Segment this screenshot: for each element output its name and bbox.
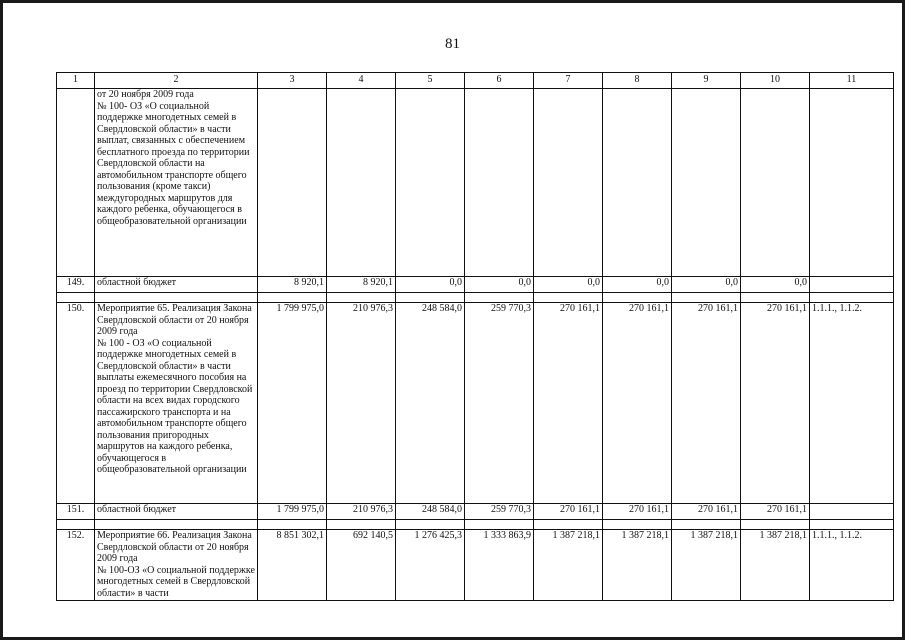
value-cell: 0,0 xyxy=(741,277,810,293)
table-row xyxy=(57,277,894,293)
row-number: 150. xyxy=(57,303,95,504)
column-header: 9 xyxy=(672,73,741,89)
table-row xyxy=(57,303,894,504)
value-cell xyxy=(327,89,396,277)
value-cell: 270 161,1 xyxy=(672,504,741,520)
row-number: 149. xyxy=(57,277,95,293)
column-header: 8 xyxy=(603,73,672,89)
table-row xyxy=(57,89,894,277)
table-header-row xyxy=(57,73,894,89)
column-header: 2 xyxy=(95,73,258,89)
value-cell: 248 584,0 xyxy=(396,504,465,520)
value-cell: 259 770,3 xyxy=(465,504,534,520)
value-cell: 270 161,1 xyxy=(534,303,603,504)
value-cell: 8 920,1 xyxy=(258,277,327,293)
value-cell: 1 387 218,1 xyxy=(603,530,672,601)
value-cell xyxy=(672,89,741,277)
value-cell xyxy=(603,89,672,277)
spacer-row xyxy=(57,293,894,303)
value-cell: 0,0 xyxy=(396,277,465,293)
row-name: от 20 ноября 2009 года № 100- ОЗ «О социальной поддержке многодетных семей в Свердловской области» в части выплат, связанных с обеспечением бесплатного проезда по территории Свердловской области на автомобильном транспорте общего пользования (кроме такси) междугородных маршрутов для каждого ребенка, обучающегося в общеобразовательной организации xyxy=(95,89,258,277)
value-cell: 1 387 218,1 xyxy=(672,530,741,601)
value-cell: 0,0 xyxy=(465,277,534,293)
value-cell: 1 799 975,0 xyxy=(258,504,327,520)
value-cell: 1 333 863,9 xyxy=(465,530,534,601)
value-cell xyxy=(465,89,534,277)
reference-cell xyxy=(810,89,894,277)
scan-border-left xyxy=(0,0,3,640)
value-cell xyxy=(741,89,810,277)
scan-border-top xyxy=(0,0,905,3)
value-cell: 0,0 xyxy=(672,277,741,293)
reference-cell xyxy=(810,277,894,293)
value-cell: 8 920,1 xyxy=(327,277,396,293)
value-cell: 210 976,3 xyxy=(327,504,396,520)
value-cell: 270 161,1 xyxy=(603,303,672,504)
value-cell xyxy=(534,89,603,277)
row-name: областной бюджет xyxy=(95,504,258,520)
reference-cell: 1.1.1., 1.1.2. xyxy=(810,303,894,504)
column-header: 11 xyxy=(810,73,894,89)
value-cell: 270 161,1 xyxy=(741,504,810,520)
reference-cell: 1.1.1., 1.1.2. xyxy=(810,530,894,601)
column-header: 1 xyxy=(57,73,95,89)
row-name: областной бюджет xyxy=(95,277,258,293)
value-cell xyxy=(258,89,327,277)
budget-table xyxy=(56,72,894,601)
column-header: 6 xyxy=(465,73,534,89)
value-cell: 259 770,3 xyxy=(465,303,534,504)
table-row xyxy=(57,504,894,520)
page-number: 81 xyxy=(445,36,460,52)
row-number xyxy=(57,89,95,277)
column-header: 10 xyxy=(741,73,810,89)
column-header: 5 xyxy=(396,73,465,89)
column-header: 4 xyxy=(327,73,396,89)
reference-cell xyxy=(810,504,894,520)
value-cell: 0,0 xyxy=(603,277,672,293)
row-name: Мероприятие 66. Реализация Закона Свердловской области от 20 ноября 2009 года № 100-ОЗ «О социальной поддержке многодетных семей в Свердловской области» в части xyxy=(95,530,258,601)
value-cell: 0,0 xyxy=(534,277,603,293)
value-cell: 1 276 425,3 xyxy=(396,530,465,601)
value-cell: 270 161,1 xyxy=(603,504,672,520)
column-header: 3 xyxy=(258,73,327,89)
value-cell: 210 976,3 xyxy=(327,303,396,504)
value-cell: 1 799 975,0 xyxy=(258,303,327,504)
column-header: 7 xyxy=(534,73,603,89)
value-cell xyxy=(396,89,465,277)
spacer-row xyxy=(57,520,894,530)
row-number: 151. xyxy=(57,504,95,520)
value-cell: 692 140,5 xyxy=(327,530,396,601)
value-cell: 270 161,1 xyxy=(672,303,741,504)
value-cell: 270 161,1 xyxy=(534,504,603,520)
value-cell: 248 584,0 xyxy=(396,303,465,504)
value-cell: 270 161,1 xyxy=(741,303,810,504)
value-cell: 1 387 218,1 xyxy=(534,530,603,601)
row-name: Мероприятие 65. Реализация Закона Свердловской области от 20 ноября 2009 года № 100 - ОЗ «О социальной поддержке многодетных семей в Свердловской области» в части выплаты ежемесячного пособия на проезд по территории Свердловской области на всех видах городского пассажирского транспорта и на автомобильном транспорте общего пользования пригородных маршрутов на каждого ребенка, обучающегося в общеобразовательной организации xyxy=(95,303,258,504)
row-number: 152. xyxy=(57,530,95,601)
value-cell: 1 387 218,1 xyxy=(741,530,810,601)
table-row xyxy=(57,530,894,601)
value-cell: 8 851 302,1 xyxy=(258,530,327,601)
